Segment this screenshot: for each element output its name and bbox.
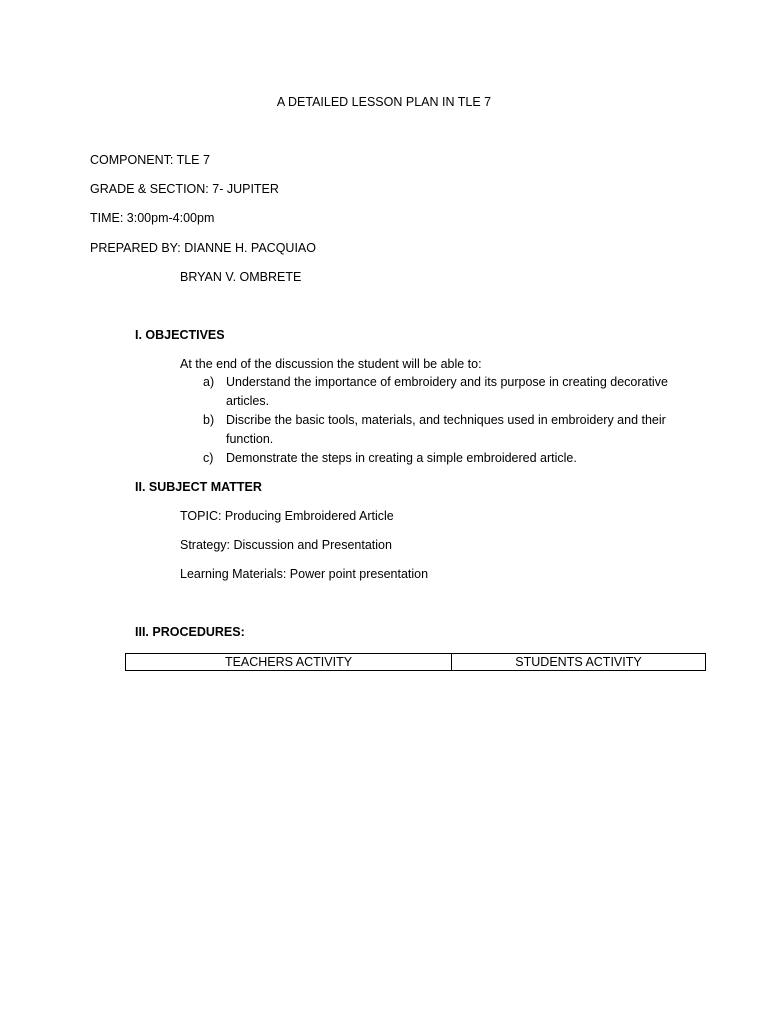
students-activity-header: STUDENTS ACTIVITY	[452, 654, 706, 671]
objectives-heading: I. OBJECTIVES	[135, 328, 225, 342]
document-title: A DETAILED LESSON PLAN IN TLE 7	[276, 95, 492, 109]
time-line: TIME: 3:00pm-4:00pm	[90, 211, 215, 225]
subject-matter-heading: II. SUBJECT MATTER	[135, 480, 262, 494]
procedures-heading: III. PROCEDURES:	[135, 625, 245, 639]
objective-marker: a)	[203, 375, 215, 389]
topic-line: TOPIC: Producing Embroidered Article	[180, 509, 394, 523]
learning-materials-line: Learning Materials: Power point presentation	[180, 567, 429, 581]
objective-text: Demonstrate the steps in creating a simple embroidered article.	[226, 451, 577, 465]
objective-marker: c)	[203, 451, 214, 465]
objective-marker: b)	[203, 413, 215, 427]
objective-text: Discribe the basic tools, materials, and techniques used in embroidery and their function.	[226, 413, 666, 446]
table-header-row	[126, 654, 706, 671]
strategy-line: Strategy: Discussion and Presentation	[180, 538, 392, 552]
grade-section-line: GRADE & SECTION: 7- JUPITER	[90, 182, 279, 196]
teachers-activity-header: TEACHERS ACTIVITY	[126, 654, 452, 671]
objective-text: Understand the importance of embroidery and its purpose in creating decorative articles.	[226, 375, 668, 408]
objectives-intro: At the end of the discussion the student will be able to:	[180, 357, 482, 371]
prepared-by-second-name: BRYAN V. OMBRETE	[180, 270, 302, 284]
procedures-table	[125, 653, 706, 671]
prepared-by-line: PREPARED BY: DIANNE H. PACQUIAO	[90, 241, 316, 255]
component-line: COMPONENT: TLE 7	[90, 153, 210, 167]
